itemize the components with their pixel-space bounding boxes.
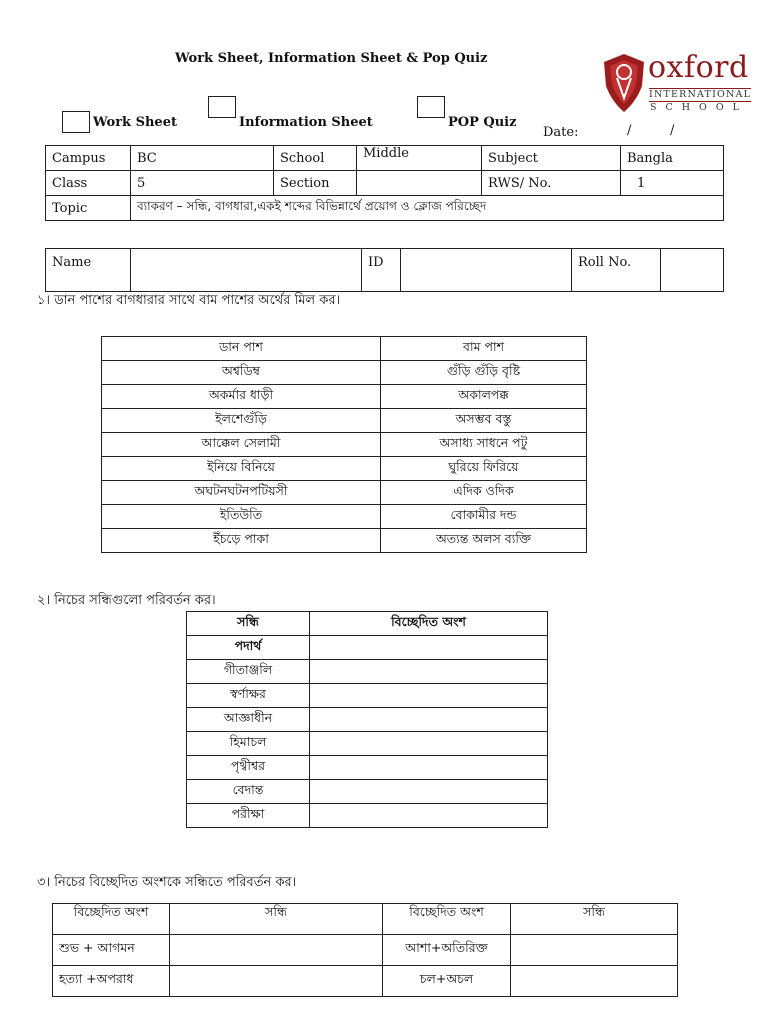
answer-cell[interactable] [310,684,548,708]
idiom-cell: আক্কেল সেলামী [102,433,381,457]
answer-cell[interactable] [310,636,548,660]
sandhi-cell: পরীক্ষা [187,804,310,828]
split-header: বিচ্ছেদিত অংশ [383,904,511,935]
question-1-prompt: ১। ডান পাশের বাগধারার সাথে বাম পাশের অর্থের মিল কর। [37,293,341,308]
topic-value: ব্যাকরণ – সন্ধি, বাগধারা,একই শব্দের বিভিন্নার্থে প্রয়োগ ও ক্লোজ পরিচ্ছেদ [131,196,724,221]
answer-cell[interactable] [511,935,678,966]
class-label: Class [46,171,131,196]
table-row [187,732,548,756]
subject-label: Subject [482,146,621,171]
split-to-sandhi-table [52,903,678,997]
table-row [102,457,587,481]
answer-cell[interactable] [170,966,383,997]
sandhi-header: সন্ধি [511,904,678,935]
logo-wordmark: oxford [648,50,749,85]
table-row [102,385,587,409]
name-label: Name [46,249,131,292]
matching-header: ডান পাশ [102,337,381,361]
date-separator: / [627,123,632,138]
sandhi-cell: পৃথ্বীশ্বর [187,756,310,780]
meaning-cell: অকালপক্ক [381,385,587,409]
idiom-cell: অশ্বডিম্ব [102,361,381,385]
worksheet-label: Work Sheet [93,115,177,130]
matching-header: বাম পাশ [381,337,587,361]
idiom-cell: অঘটনঘটনপটিয়সী [102,481,381,505]
sandhi-cell: পদার্থ [187,636,310,660]
meaning-cell: অসাধ্য সাধনে পটু [381,433,587,457]
section-value[interactable] [357,171,482,196]
table-row [102,529,587,553]
meaning-cell: গুঁড়ি গুঁড়ি বৃষ্টি [381,361,587,385]
idiom-cell: ইঁচড়ে পাকা [102,529,381,553]
rws-value[interactable]: 1 [621,171,724,196]
table-row [187,660,548,684]
answer-cell[interactable] [310,708,548,732]
sandhi-header: সন্ধি [170,904,383,935]
idiom-cell: ইনিয়ে বিনিয়ে [102,457,381,481]
information-sheet-checkbox[interactable] [208,96,236,118]
table-row [187,684,548,708]
logo-line1: INTERNATIONAL [649,89,752,100]
page-title: Work Sheet, Information Sheet & Pop Quiz [175,51,488,66]
table-row [187,756,548,780]
topic-label: Topic [46,196,131,221]
sandhi-cell: স্বর্ণাক্ষর [187,684,310,708]
rws-label: RWS/ No. [482,171,621,196]
table-row [102,481,587,505]
table-row [53,966,678,997]
campus-label: Campus [46,146,131,171]
sandhi-cell: বেদান্ত [187,780,310,804]
shield-icon [602,52,646,114]
sandhi-cell: আজ্ঞাধীন [187,708,310,732]
meaning-cell: ঘুরিয়ে ফিরিয়ে [381,457,587,481]
table-row [102,361,587,385]
idiom-cell: ইতিউতি [102,505,381,529]
answer-cell[interactable] [170,935,383,966]
information-sheet-label: Information Sheet [239,115,373,130]
table-row [102,409,587,433]
answer-cell[interactable] [310,780,548,804]
meaning-cell: অত্যন্ত অলস ব্যক্তি [381,529,587,553]
pop-quiz-checkbox[interactable] [417,96,445,118]
sandhi-header: সন্ধি [187,612,310,636]
split-cell: হত্যা +অপরাধ [53,966,170,997]
table-row [53,935,678,966]
split-header: বিচ্ছেদিত অংশ [53,904,170,935]
meaning-cell: বোকামীর দন্ড [381,505,587,529]
roll-field[interactable] [661,249,724,292]
worksheet-checkbox[interactable] [62,111,90,133]
idiom-cell: ইলশেগুঁড়ি [102,409,381,433]
answer-cell[interactable] [310,732,548,756]
pop-quiz-label: POP Quiz [448,115,517,130]
logo-line2: SCHOOL [650,102,748,113]
subject-value[interactable]: Bangla [621,146,724,171]
school-value[interactable]: Middle [357,146,482,171]
split-header: বিচ্ছেদিত অংশ [310,612,548,636]
roll-label: Roll No. [572,249,661,292]
table-row [187,708,548,732]
class-value[interactable]: 5 [131,171,274,196]
meaning-cell: এদিক ওদিক [381,481,587,505]
table-row [187,804,548,828]
split-cell: চল+অচল [383,966,511,997]
table-row [102,505,587,529]
student-table [45,248,724,292]
name-field[interactable] [131,249,362,292]
campus-value[interactable]: BC [131,146,274,171]
answer-cell[interactable] [511,966,678,997]
school-label: School [274,146,357,171]
question-3-prompt: ৩। নিচের বিচ্ছেদিত অংশকে সন্ধিতে পরিবর্তন কর। [37,875,297,890]
sandhi-cell: হিমাচল [187,732,310,756]
split-cell: শুভ + আগমন [53,935,170,966]
school-logo [602,50,752,116]
table-row [187,780,548,804]
idiom-cell: অকর্মার ধাড়ী [102,385,381,409]
answer-cell[interactable] [310,804,548,828]
date-label: Date: [543,125,579,140]
meaning-cell: অসম্ভব বস্তু [381,409,587,433]
sandhi-table [186,611,548,828]
section-label: Section [274,171,357,196]
table-row [187,636,548,660]
sandhi-cell: গীতাঞ্জলি [187,660,310,684]
answer-cell[interactable] [310,756,548,780]
table-row [102,433,587,457]
split-cell: আশা+অতিরিক্ত [383,935,511,966]
id-field[interactable] [401,249,572,292]
question-2-prompt: ২। নিচের সন্ধিগুলো পরিবর্তন কর। [37,593,216,608]
matching-table [101,336,587,553]
answer-cell[interactable] [310,660,548,684]
date-separator: / [670,123,675,138]
id-label: ID [362,249,401,292]
info-table [45,145,724,221]
